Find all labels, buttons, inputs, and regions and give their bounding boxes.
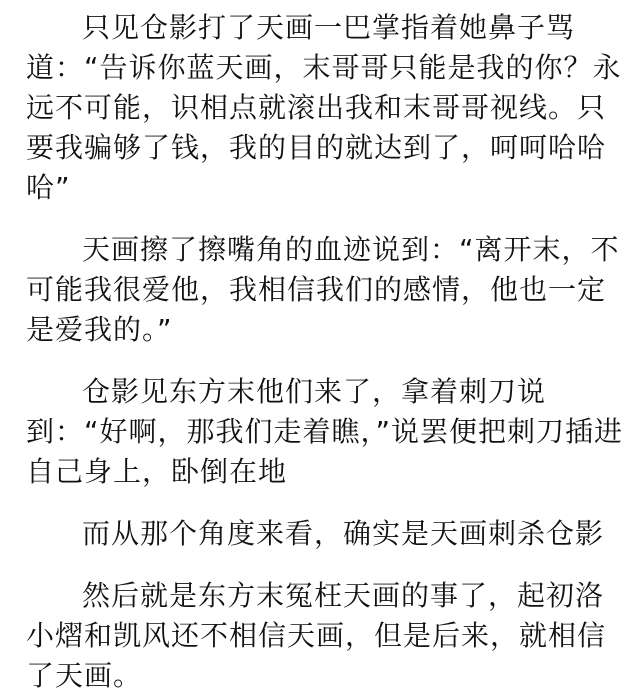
- paragraph-5: 然后就是东方末冤枉天画的事了，起初洛小熠和凯风还不相信天画，但是后来，就相信了天画。: [26, 579, 607, 692]
- paragraph-1: 只见仓影打了天画一巴掌指着她鼻子骂道：“告诉你蓝天画，末哥哥只能是我的你？永远不可能，识相点就滚出我和末哥哥视线。只要我骗够了钱，我的目的就达到了，呵呵哈哈哈”: [26, 11, 622, 204]
- paragraph-2: 天画擦了擦嘴角的血迹说到：“离开末，不可能我很爱他，我相信我们的感情，他也一定是爱我的。”: [26, 233, 620, 346]
- paragraph-3: 仓影见东方末他们来了，拿着刺刀说到：“好啊，那我们走着瞧，”说罢便把刺刀插进自己身上，卧倒在地: [26, 375, 624, 488]
- paragraph-4: 而从那个角度来看，确实是天画刺杀仓影: [82, 517, 605, 550]
